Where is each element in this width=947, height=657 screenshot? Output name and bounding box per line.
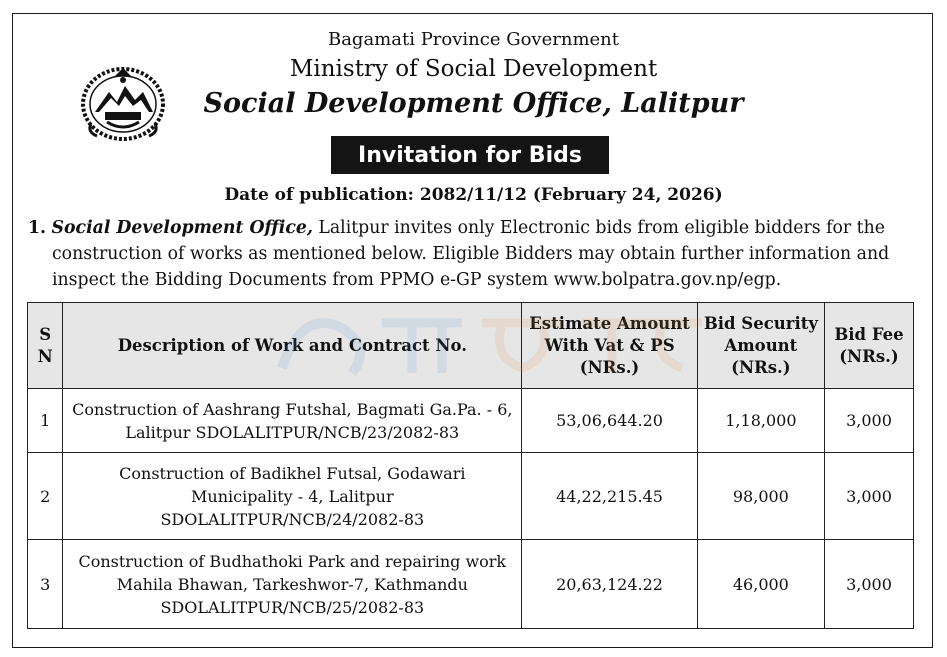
cell-sn: 1 xyxy=(28,389,63,453)
ministry-name: Ministry of Social Development xyxy=(289,56,658,82)
notice-office-name: Social Development Office, xyxy=(51,218,313,238)
cell-description: Construction of Badikhel Futsal, Godawari Municipality - 4, Lalitpur SDOLALITPUR/NCB/24/2082-83 xyxy=(63,453,522,540)
table-header-row xyxy=(28,303,914,389)
office-name: Social Development Office, Lalitpur xyxy=(203,88,744,119)
notice-line-1-rest: Lalitpur invites only Electronic bids from eligible bidders for the xyxy=(312,218,885,238)
notice-line-2: construction of works as mentioned below. Eligible Bidders may obtain further information and xyxy=(52,244,890,264)
table-row xyxy=(28,540,914,629)
notice-paragraph xyxy=(28,215,914,293)
header-security: Bid Security Amount (NRs.) xyxy=(697,303,824,389)
notice-number: 1. xyxy=(28,218,47,238)
cell-description: Construction of Budhathoki Park and repairing work Mahila Bhawan, Tarkeshwor-7, Kathmandu SDOLALITPUR/NCB/25/2082-83 xyxy=(63,540,522,629)
header-sn: S N xyxy=(28,303,63,389)
bids-table xyxy=(27,302,914,629)
cell-fee: 3,000 xyxy=(824,453,913,540)
cell-fee: 3,000 xyxy=(824,389,913,453)
cell-estimate: 20,63,124.22 xyxy=(522,540,698,629)
government-name: Bagamati Province Government xyxy=(327,29,620,50)
cell-estimate: 44,22,215.45 xyxy=(522,453,698,540)
cell-description: Construction of Aashrang Futshal, Bagmati Ga.Pa. - 6, Lalitpur SDOLALITPUR/NCB/23/2082-83 xyxy=(63,389,522,453)
cell-security: 46,000 xyxy=(697,540,824,629)
header-fee: Bid Fee (NRs.) xyxy=(824,303,913,389)
cell-security: 98,000 xyxy=(697,453,824,540)
publication-date: Date of publication: 2082/11/12 (February 24, 2026) xyxy=(224,185,723,205)
table-row xyxy=(28,453,914,540)
header-description: Description of Work and Contract No. xyxy=(63,303,522,389)
notice-line-3: inspect the Bidding Documents from PPMO e-GP system www.bolpatra.gov.np/egp. xyxy=(52,270,782,290)
notice-line-1 xyxy=(28,215,914,241)
cell-security: 1,18,000 xyxy=(697,389,824,453)
page-title: Invitation for Bids xyxy=(331,136,609,174)
header-estimate: Estimate Amount With Vat & PS (NRs.) xyxy=(522,303,698,389)
cell-fee: 3,000 xyxy=(824,540,913,629)
cell-sn: 2 xyxy=(28,453,63,540)
table-row xyxy=(28,389,914,453)
cell-estimate: 53,06,644.20 xyxy=(522,389,698,453)
cell-sn: 3 xyxy=(28,540,63,629)
